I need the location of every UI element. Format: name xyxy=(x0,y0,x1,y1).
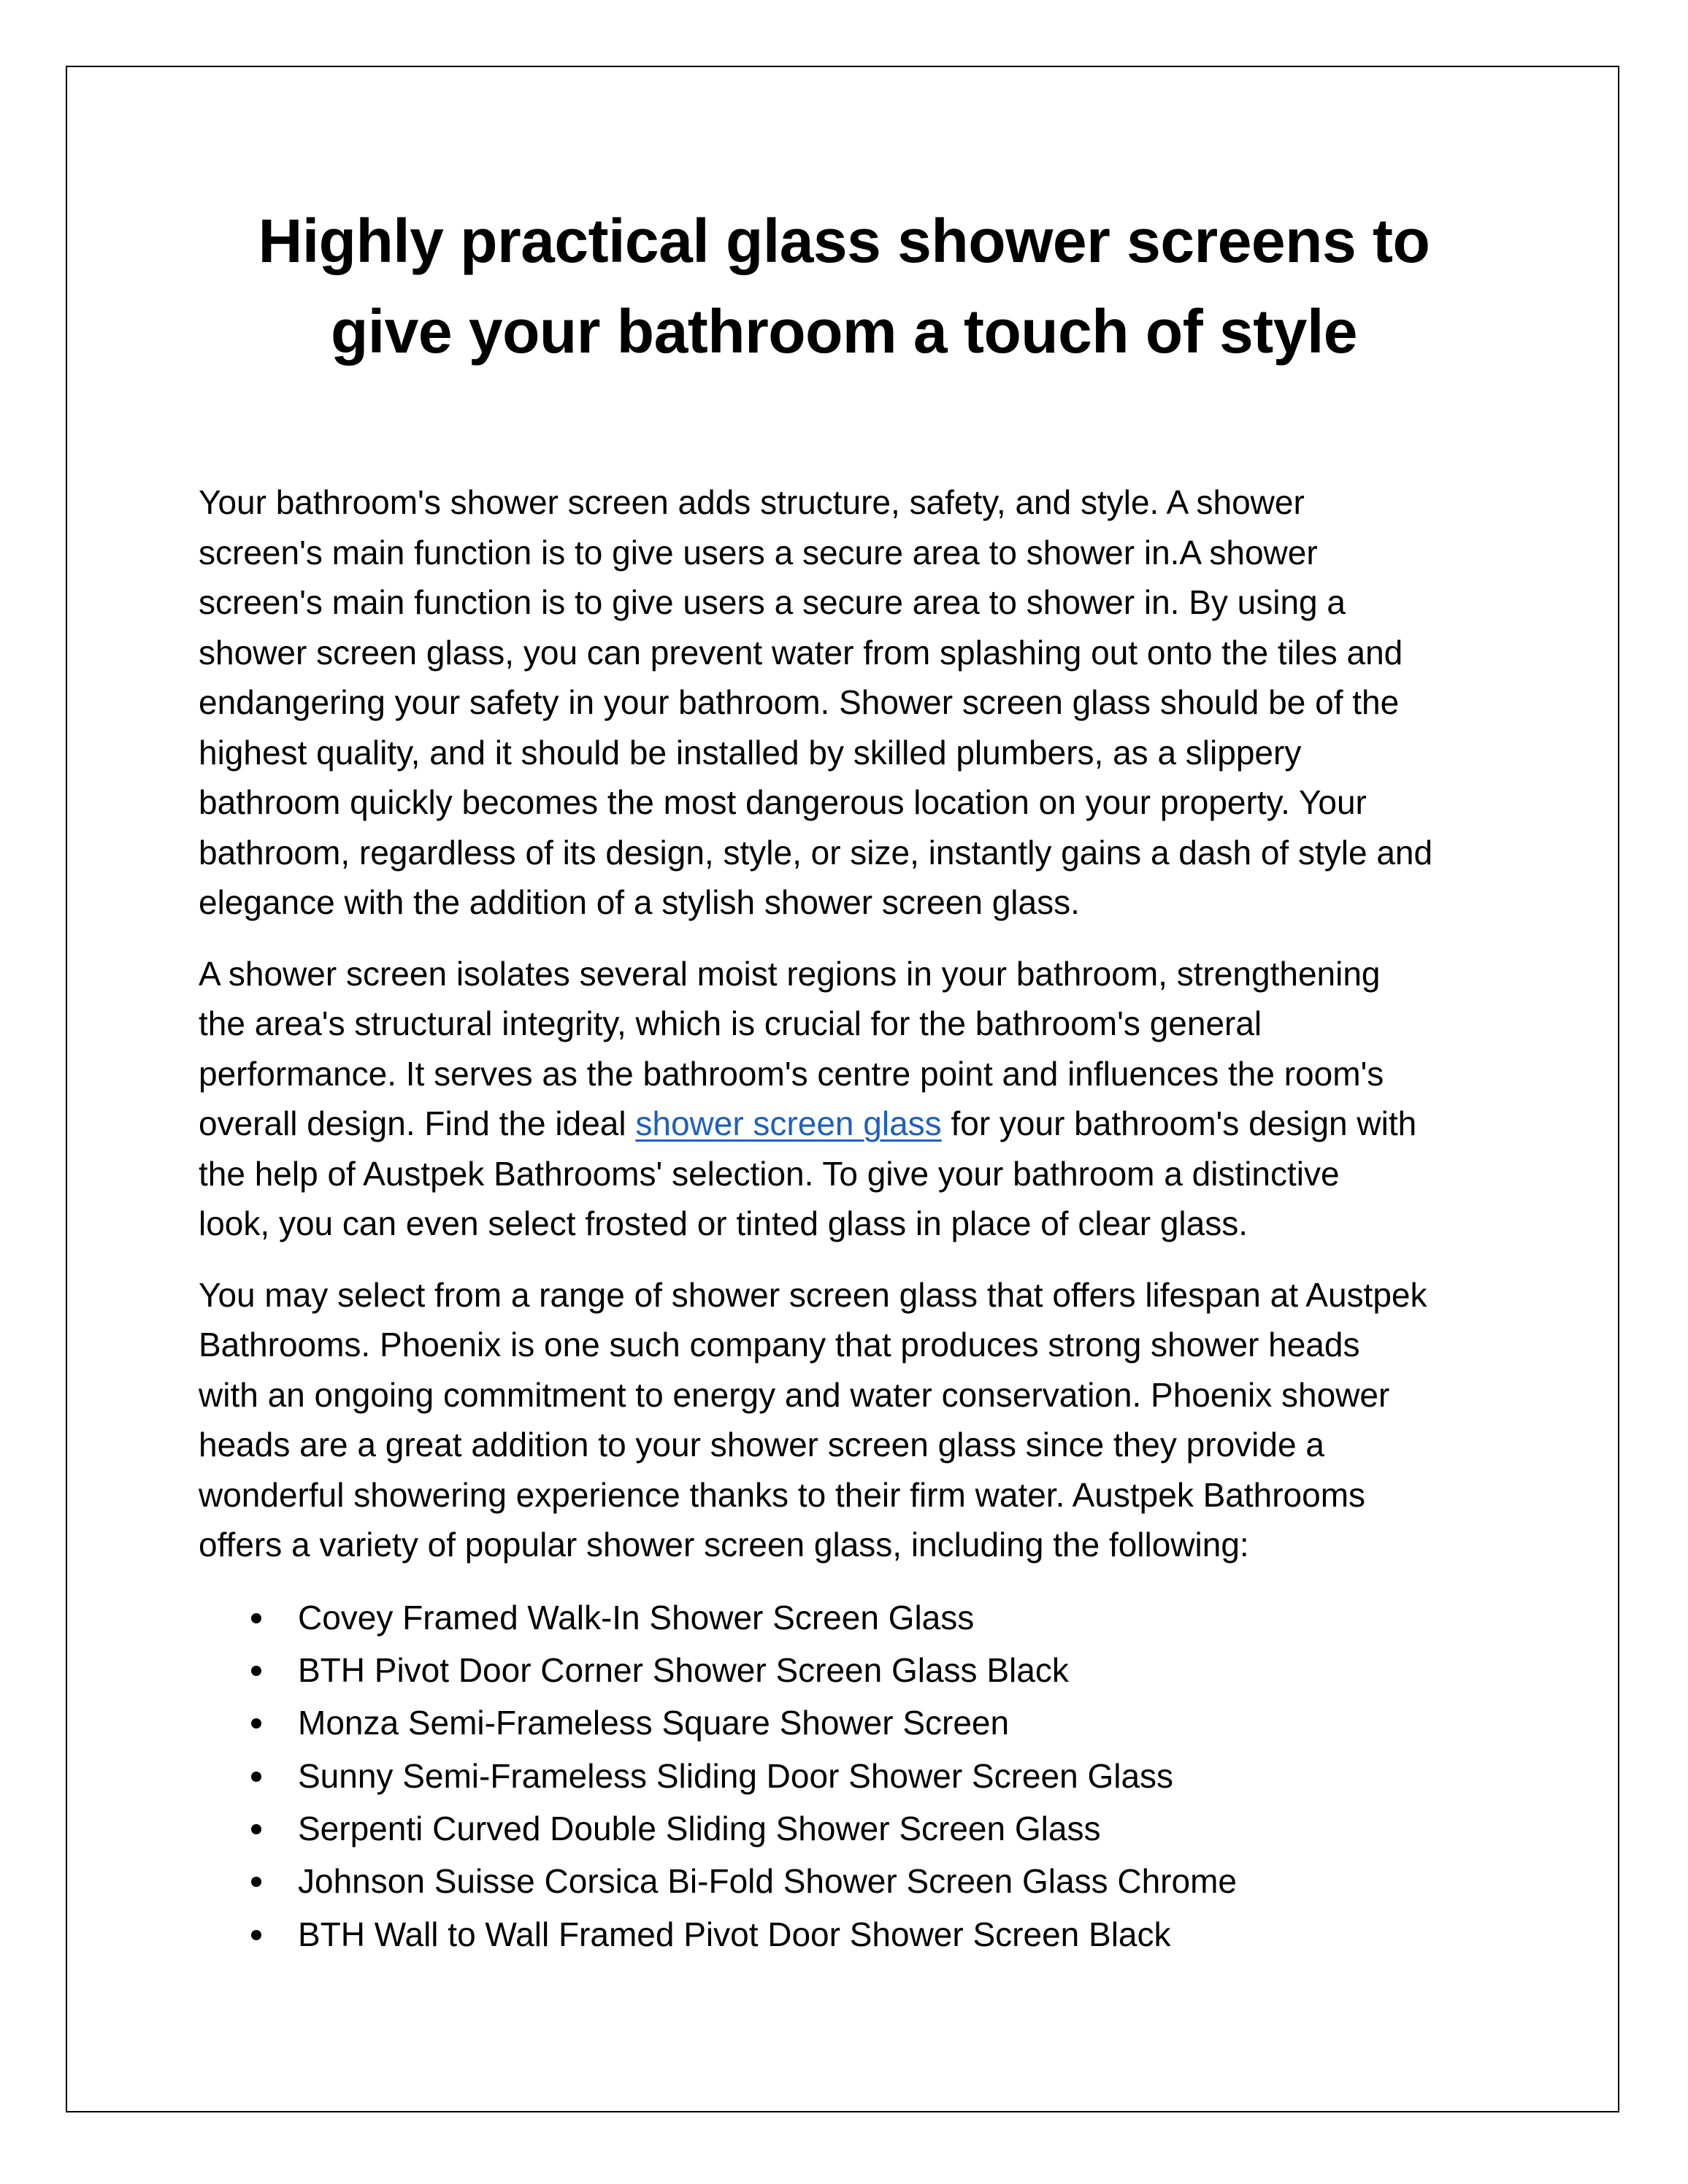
list-item xyxy=(199,1696,1513,1749)
text-line: highest quality, and it should be installed by skilled plumbers, as a slippery xyxy=(199,733,1302,772)
text-before-link: overall design. Find the ideal xyxy=(199,1104,636,1142)
list-item xyxy=(199,1591,1513,1644)
text-line: bathroom quickly becomes the most dangerous location on your property. Your xyxy=(199,783,1367,821)
page-title xyxy=(0,196,1688,377)
text-line: screen's main function is to give users a secure area to shower in. By using a xyxy=(199,583,1346,621)
product-list xyxy=(199,1591,1513,1961)
paragraph-selection xyxy=(199,1270,1513,1570)
title-line: give your bathroom a touch of style xyxy=(330,297,1358,366)
title-line: Highly practical glass shower screens to xyxy=(258,207,1430,275)
list-item-text: Sunny Semi-Frameless Sliding Door Shower Screen Glass xyxy=(298,1756,1174,1795)
list-item-text: Covey Framed Walk-In Shower Screen Glass xyxy=(298,1598,975,1637)
text-line: elegance with the addition of a stylish shower screen glass. xyxy=(199,883,1080,921)
list-item xyxy=(199,1855,1513,1907)
text-line: heads are a great addition to your shower screen glass since they provide a xyxy=(199,1426,1324,1464)
text-line: A shower screen isolates several moist regions in your bathroom, strengthening xyxy=(199,954,1381,993)
text-line: shower screen glass, you can prevent water from splashing out onto the tiles and xyxy=(199,633,1403,672)
text-line: wonderful showering experience thanks to their firm water. Austpek Bathrooms xyxy=(199,1475,1366,1514)
text-line: screen's main function is to give users a secure area to shower in.A shower xyxy=(199,533,1318,572)
text-line: bathroom, regardless of its design, style, or size, instantly gains a dash of style and xyxy=(199,833,1433,872)
bullet-icon xyxy=(251,1718,261,1729)
list-item-text: BTH Pivot Door Corner Shower Screen Glass Black xyxy=(298,1650,1069,1689)
text-line: with an ongoing commitment to energy and water conservation. Phoenix shower xyxy=(199,1375,1390,1414)
bullet-icon xyxy=(251,1772,261,1782)
text-line: Bathrooms. Phoenix is one such company that produces strong shower heads xyxy=(199,1326,1360,1364)
list-item-text: BTH Wall to Wall Framed Pivot Door Shower Screen Black xyxy=(298,1915,1171,1953)
text-line: endangering your safety in your bathroom. Shower screen glass should be of the xyxy=(199,683,1400,721)
list-item-text: Monza Semi-Frameless Square Shower Screen xyxy=(298,1704,1010,1742)
text-line: performance. It serves as the bathroom's centre point and influences the room's xyxy=(199,1054,1384,1093)
bullet-icon xyxy=(251,1930,261,1940)
list-item-text: Johnson Suisse Corsica Bi-Fold Shower Screen Glass Chrome xyxy=(298,1862,1237,1901)
shower-screen-glass-link[interactable]: shower screen glass xyxy=(635,1104,942,1142)
bullet-icon xyxy=(251,1877,261,1887)
paragraph-intro xyxy=(199,477,1513,928)
list-item xyxy=(199,1802,1513,1855)
text-line: the help of Austpek Bathrooms' selection. To give your bathroom a distinctive xyxy=(199,1154,1340,1193)
paragraph-isolation xyxy=(199,949,1513,1249)
bullet-icon xyxy=(251,1824,261,1834)
article-body xyxy=(199,477,1513,1961)
text-line: look, you can even select frosted or tinted glass in place of clear glass. xyxy=(199,1204,1248,1242)
bullet-icon xyxy=(251,1666,261,1676)
list-item-text: Serpenti Curved Double Sliding Shower Screen Glass xyxy=(298,1810,1101,1848)
text-line: You may select from a range of shower screen glass that offers lifespan at Austpek xyxy=(199,1275,1427,1314)
text-after-link: for your bathroom's design with xyxy=(941,1104,1417,1142)
bullet-icon xyxy=(251,1613,261,1623)
text-line: the area's structural integrity, which is crucial for the bathroom's general xyxy=(199,1004,1262,1042)
list-item xyxy=(199,1750,1513,1802)
text-line: Your bathroom's shower screen adds structure, safety, and style. A shower xyxy=(199,483,1305,521)
text-line: offers a variety of popular shower screen glass, including the following: xyxy=(199,1526,1249,1564)
list-item xyxy=(199,1908,1513,1961)
list-item xyxy=(199,1644,1513,1696)
text-line-with-link xyxy=(199,1099,1513,1149)
